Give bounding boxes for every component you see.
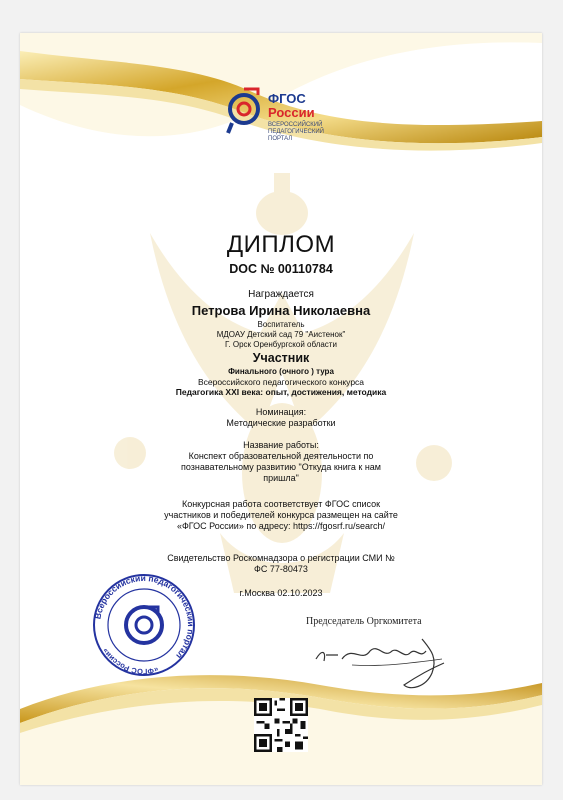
seal-inner-text: «ФГОС России» <box>100 646 160 677</box>
work-title-label: Название работы: <box>243 440 319 450</box>
awarded-label: Награждается <box>248 289 314 300</box>
svg-text:«ФГОС России» <box>100 646 159 676</box>
fgos-logo-icon <box>224 87 264 137</box>
work-title: Конспект образовательной деятельности по познавательному развитию "Откуда книга к нам пришла" <box>181 451 381 483</box>
diploma-page <box>20 33 542 785</box>
nomination-label: Номинация: <box>255 407 307 417</box>
logo-title-line2: России <box>268 105 315 120</box>
recipient-name: Петрова Ирина Николаевна <box>191 303 371 318</box>
conformity-text: Конкурсная работа соответствует ФГОС список участников и победителей конкурса размещен на сайте «ФГОС России» по адресу: https://fgosrf.ru/search/ <box>164 499 398 531</box>
recipient-organization: МДОАУ Детский сад 79 "Аистенок" <box>216 330 346 339</box>
logo-title-line1: ФГОС <box>268 91 306 106</box>
registration-certificate: Свидетельство Роскомнадзора о регистрации СМИ № ФС 77-80473 <box>167 553 395 574</box>
nomination-value: Методические разработки <box>226 418 336 428</box>
status-label: Участник <box>252 351 310 365</box>
diploma-title: ДИПЛОМ <box>226 231 336 258</box>
fgos-logo <box>224 85 340 169</box>
recipient-position: Воспитатель <box>257 320 305 329</box>
stage-label: Финального (очного ) тура <box>228 367 334 376</box>
top-bar <box>0 0 563 33</box>
signature-title: Председатель Оргкомитета <box>306 616 422 627</box>
contest-topic: Педагогика XXI века: опыт, достижения, методика <box>175 387 387 397</box>
document-number: DOC № 00110784 <box>229 262 333 276</box>
contest-name: Всероссийского педагогического конкурса <box>197 377 365 387</box>
recipient-city: Г. Орск Оренбургской области <box>225 340 337 349</box>
qr-code[interactable] <box>254 698 308 752</box>
place-and-date: г.Москва 02.10.2023 <box>239 588 323 598</box>
official-seal <box>92 573 196 677</box>
handwritten-signature <box>312 629 452 699</box>
seal-outer-text: Всероссийский педагогический портал <box>92 573 196 661</box>
logo-tagline: ВСЕРОССИЙСКИЙ ПЕДАГОГИЧЕСКИЙ ПОРТАЛ <box>268 122 324 142</box>
